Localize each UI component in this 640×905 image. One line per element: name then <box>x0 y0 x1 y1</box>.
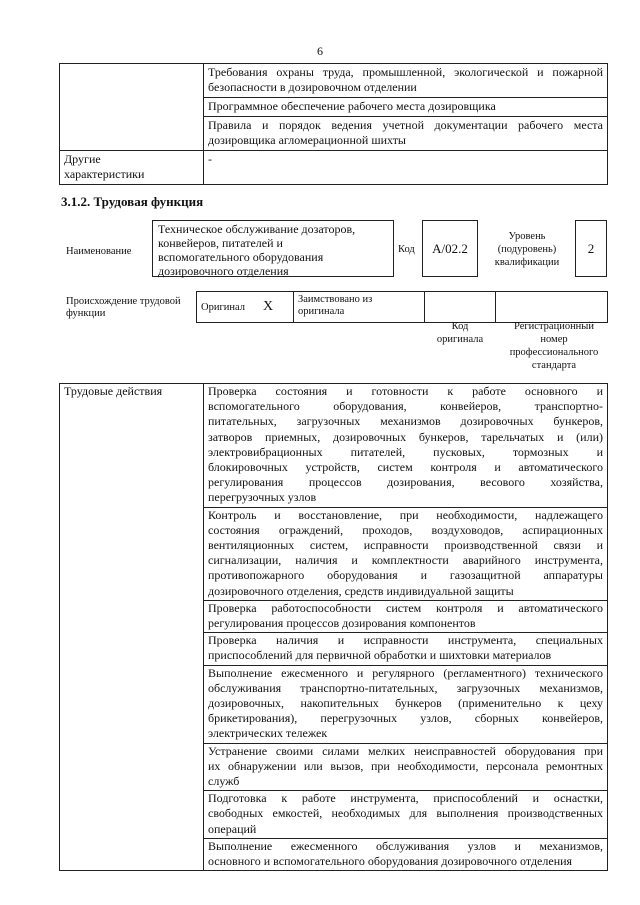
original-label: Оригинал <box>201 302 245 313</box>
table-cell <box>204 98 608 117</box>
text-line: Заимствовано из <box>298 294 373 305</box>
text-line: брикетирования), перегрузочных узлов, сборных конвейеров, <box>208 711 603 726</box>
reg-number-cell <box>496 292 608 323</box>
text-line: дозировщика агломерационной шихты <box>208 133 406 147</box>
text-line: электровибрационных питателей, пусковых, тормозных и <box>208 444 603 459</box>
table-label-cell <box>60 64 204 151</box>
text-line: безопасности в дозировочном отделении <box>208 80 417 94</box>
text-line: основного и вспомогательного оборудования дозировочного отделения <box>208 854 573 869</box>
text-line: операций <box>208 821 257 836</box>
text-line: Контроль и восстановление, при необходимости, надлежащего <box>208 507 603 522</box>
text-line: состояния ограждений, проходов, воздуховодов, аспирационных <box>208 522 603 537</box>
text-line: дозировочных, накопительных бункеров (применительно к цеху <box>208 696 603 711</box>
other-label: Другие <box>64 152 101 166</box>
text-line: функции <box>66 308 106 319</box>
origin-label <box>66 296 181 320</box>
code-value: А/02.2 <box>422 220 478 277</box>
labor-actions-table <box>59 383 608 871</box>
code-original-cell <box>425 292 496 323</box>
text-line: свободных емкостей, необходимых для выполнения производственных <box>208 806 603 821</box>
text-line: оригинала <box>436 334 484 345</box>
section-title: 3.1.2. Трудовая функция <box>61 194 204 209</box>
page-number: 6 <box>317 44 323 58</box>
text-line: затворов приемных, дозировочных бункеров, тарельчатых и (или) <box>208 429 603 444</box>
text-line: блокировочных устройств, систем контроля и автоматического <box>208 460 603 475</box>
table-label-cell <box>60 151 204 185</box>
table-cell <box>204 64 608 98</box>
text-line: дозировочного отделения, средств индивидуальной защиты <box>208 583 514 598</box>
action-cell <box>204 384 608 508</box>
text-line: Устранение своими силами мелких неисправностей оборудования при <box>208 743 603 758</box>
text-line: оригинала <box>298 306 345 317</box>
text-line: электрических тележек <box>208 726 328 741</box>
text-line: противопожарного оборудования и газозащитной аппаратуры <box>208 568 603 583</box>
text-line: Регистрационный <box>514 321 594 332</box>
text-line: Требования охраны труда, промышленной, экологической и пожарной <box>208 65 603 79</box>
knowledge-table <box>59 63 608 185</box>
level-label <box>482 230 572 269</box>
level-value: 2 <box>575 220 607 277</box>
text-line: Техническое обслуживание дозаторов, <box>158 222 356 236</box>
text-line: конвейеров, питателей и <box>158 236 283 250</box>
text-line: Происхождение трудовой <box>66 296 181 307</box>
text-line: Код <box>451 321 469 332</box>
table-row <box>197 292 608 323</box>
text-line: регулирования процессов дозирования, весового хозяйства, <box>208 475 603 490</box>
text-line: стандарта <box>531 360 577 371</box>
table-row <box>60 151 608 185</box>
text-line: Проверка состояния и готовности к работе основного и <box>208 384 603 398</box>
text-line: Правила и порядок ведения учетной документации рабочего места <box>208 118 603 132</box>
text-line: служб <box>208 774 240 789</box>
original-cell <box>197 292 294 323</box>
labor-actions-label: Трудовые действия <box>64 384 163 398</box>
text-line: профессионального <box>509 347 599 358</box>
other-value: - <box>208 152 212 166</box>
text-line: номер <box>540 334 568 345</box>
text-line: дозировочного отделения <box>158 264 289 278</box>
borrowed-cell <box>294 292 425 323</box>
text-line: приспособлений для первичной обработки и шихтовки материалов <box>208 648 552 663</box>
table-label-cell <box>60 384 204 871</box>
text-line: вспомогательного оборудования <box>158 250 324 264</box>
text-line: Выполнение ежесменного обслуживания узлов и механизмов, <box>208 838 603 853</box>
text-line: (подуровень) <box>497 244 557 255</box>
text-line: обслуживания транспортно-питательных, загрузочных механизмов, <box>208 680 603 695</box>
text-line: Выполнение ежесменного и регулярного (регламентного) технического <box>208 665 603 680</box>
table-cell <box>204 117 608 151</box>
action-cell <box>204 633 608 665</box>
table-row <box>60 64 608 98</box>
reg-number-label <box>500 320 608 372</box>
code-original-label <box>420 320 500 346</box>
action-cell <box>204 838 608 870</box>
text-line: вентиляционных систем, исправности производственной связи и <box>208 538 603 553</box>
action-cell <box>204 507 608 600</box>
name-label: Наименование <box>66 246 132 257</box>
text-line: регулирования процессов дозирования компонентов <box>208 616 476 631</box>
text-line: сигнализации, наличия и комплектности аварийного инструмента, <box>208 553 603 568</box>
text-line: Проверка работоспособности систем контроля и автоматического <box>208 600 603 615</box>
origin-table <box>196 291 608 323</box>
table-cell <box>204 151 608 185</box>
text-line: вспомогательного оборудования, конвейеров, транспортно- <box>208 399 603 414</box>
text-line: Уровень <box>508 231 546 242</box>
function-name-box <box>152 220 394 277</box>
table-row <box>60 384 608 508</box>
action-cell <box>204 600 608 632</box>
action-cell <box>204 791 608 839</box>
other-label: характеристики <box>64 167 145 181</box>
text-line: их обнаружении или вызов, при необходимости, персонала ремонтных <box>208 758 603 773</box>
text-line: перегрузочных узлов <box>208 490 317 505</box>
code-label: Код <box>398 244 415 255</box>
text-line: Проверка наличия и исправности инструмента, специальных <box>208 633 603 648</box>
text-line: питательных, загрузочных механизмов дозировочных бункеров, <box>208 414 603 429</box>
action-cell <box>204 665 608 743</box>
action-cell <box>204 743 608 791</box>
original-mark: X <box>263 299 274 314</box>
text-line: квалификации <box>494 257 560 268</box>
text-line: Программное обеспечение рабочего места дозировщика <box>208 99 496 113</box>
text-line: Подготовка к работе инструмента, приспособлений и оснастки, <box>208 791 603 806</box>
